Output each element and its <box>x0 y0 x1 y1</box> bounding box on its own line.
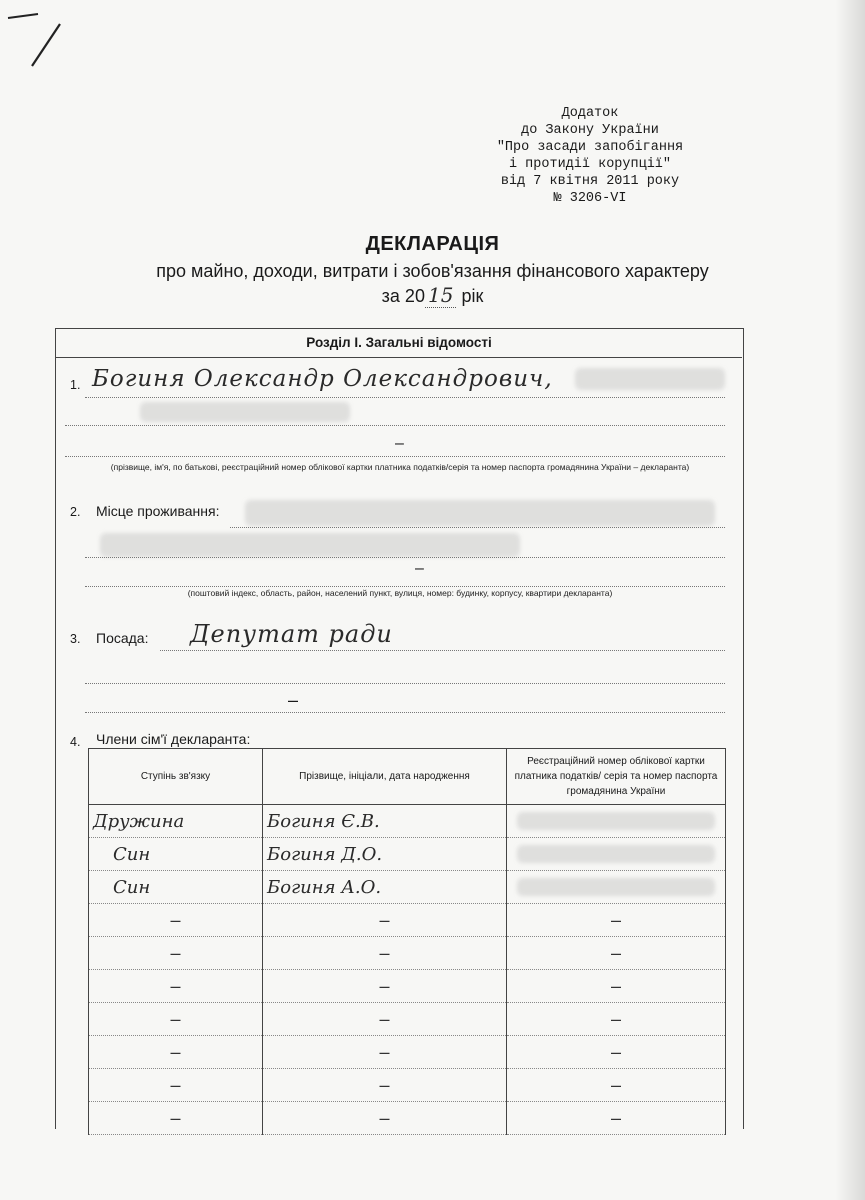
item2-caption: (поштовий індекс, область, район, населений пункт, вулиця, номер: будинку, корпусу, квартири декларанта) <box>187 588 613 598</box>
name-cell: Богиня Є.В. <box>263 805 507 838</box>
table-row <box>89 904 726 937</box>
table-row <box>89 1003 726 1036</box>
item1-caption: (прізвище, ім'я, по батькові, реєстраційний номер облікової картки платника податків/серія та номер паспорта громадянина України – декларанта) <box>110 462 690 472</box>
header-tax-id: Реєстраційний номер облікової картки платника податків/ серія та номер паспорта громадянина України <box>507 749 726 805</box>
relation-cell: Син <box>89 871 263 904</box>
item3-dash: – <box>288 690 299 710</box>
year-suffix: рік <box>461 286 484 306</box>
tax-id-cell: – <box>507 1036 726 1069</box>
name-cell: – <box>263 1036 507 1069</box>
position-value: Депутат ради <box>190 620 393 648</box>
relation-cell: Син <box>89 838 263 871</box>
appendix-line: від 7 квітня 2011 року <box>500 174 680 189</box>
line <box>65 456 725 457</box>
appendix-line: до Закону України <box>521 123 659 138</box>
table-row <box>89 970 726 1003</box>
section-title: Розділ І. Загальні відомості <box>56 329 742 358</box>
line <box>85 397 725 398</box>
item3-label: Посада: <box>96 630 149 646</box>
line <box>65 425 725 426</box>
relation-cell: – <box>89 1102 263 1135</box>
item4-number: 4. <box>70 735 81 749</box>
tax-id-cell: – <box>507 937 726 970</box>
relation-cell: – <box>89 904 263 937</box>
table-row <box>89 871 726 904</box>
tax-id-cell: – <box>507 1069 726 1102</box>
name-cell: – <box>263 1102 507 1135</box>
redacted-area <box>575 368 725 390</box>
table-row <box>89 1036 726 1069</box>
name-cell: – <box>263 1003 507 1036</box>
tax-id-cell <box>507 838 726 871</box>
table-row <box>89 1102 726 1135</box>
relation-cell: – <box>89 1036 263 1069</box>
line <box>230 527 725 528</box>
line <box>85 557 725 558</box>
header-name: Прізвище, ініціали, дата народження <box>263 749 507 805</box>
tax-id-cell: – <box>507 904 726 937</box>
name-cell: – <box>263 970 507 1003</box>
table-row <box>89 1069 726 1102</box>
table-row <box>89 937 726 970</box>
item2-label: Місце проживання: <box>96 503 220 519</box>
redacted-area <box>140 402 350 422</box>
tax-id-cell <box>507 805 726 838</box>
line <box>85 712 725 713</box>
appendix-line: "Про засади запобігання <box>496 140 684 155</box>
declarant-name: Богиня Олександр Олександрович, <box>92 366 553 392</box>
name-cell: Богиня Д.О. <box>263 838 507 871</box>
name-cell: – <box>263 937 507 970</box>
year-prefix: за 20 <box>381 286 425 306</box>
redacted-area <box>245 500 715 526</box>
item4-label: Члени сім'ї декларанта: <box>96 731 251 747</box>
year-line <box>300 283 565 307</box>
tax-id-cell: – <box>507 1102 726 1135</box>
line <box>160 650 725 651</box>
redacted-area <box>100 533 520 557</box>
relation-cell: – <box>89 1003 263 1036</box>
corner-mark <box>0 0 120 80</box>
header-relation: Ступінь зв'язку <box>89 749 263 805</box>
tax-id-cell: – <box>507 1003 726 1036</box>
item1-dash: – <box>395 435 404 452</box>
family-table <box>88 748 726 1135</box>
tax-id-cell: – <box>507 970 726 1003</box>
name-cell: – <box>263 904 507 937</box>
relation-cell: – <box>89 970 263 1003</box>
table-row <box>89 838 726 871</box>
item2-dash: – <box>415 560 424 577</box>
tax-id-cell <box>507 871 726 904</box>
relation-cell: – <box>89 937 263 970</box>
document-subtitle: про майно, доходи, витрати і зобов'язання фінансового характеру <box>156 261 709 281</box>
name-cell: Богиня А.О. <box>263 871 507 904</box>
line <box>85 586 725 587</box>
name-cell: – <box>263 1069 507 1102</box>
table-row <box>89 805 726 838</box>
relation-cell: Дружина <box>89 805 263 838</box>
document-title: ДЕКЛАРАЦІЯ <box>365 233 500 255</box>
item2-number: 2. <box>70 505 81 519</box>
year-value: 15 <box>425 283 456 308</box>
appendix-line: Додаток <box>561 106 619 121</box>
item3-number: 3. <box>70 632 81 646</box>
scan-edge <box>835 0 865 1200</box>
line <box>85 683 725 684</box>
item1-number: 1. <box>70 378 81 392</box>
appendix-line: і протидії корупції" <box>508 157 672 172</box>
relation-cell: – <box>89 1069 263 1102</box>
appendix-block <box>430 105 750 207</box>
appendix-line: № 3206-VI <box>553 191 627 206</box>
